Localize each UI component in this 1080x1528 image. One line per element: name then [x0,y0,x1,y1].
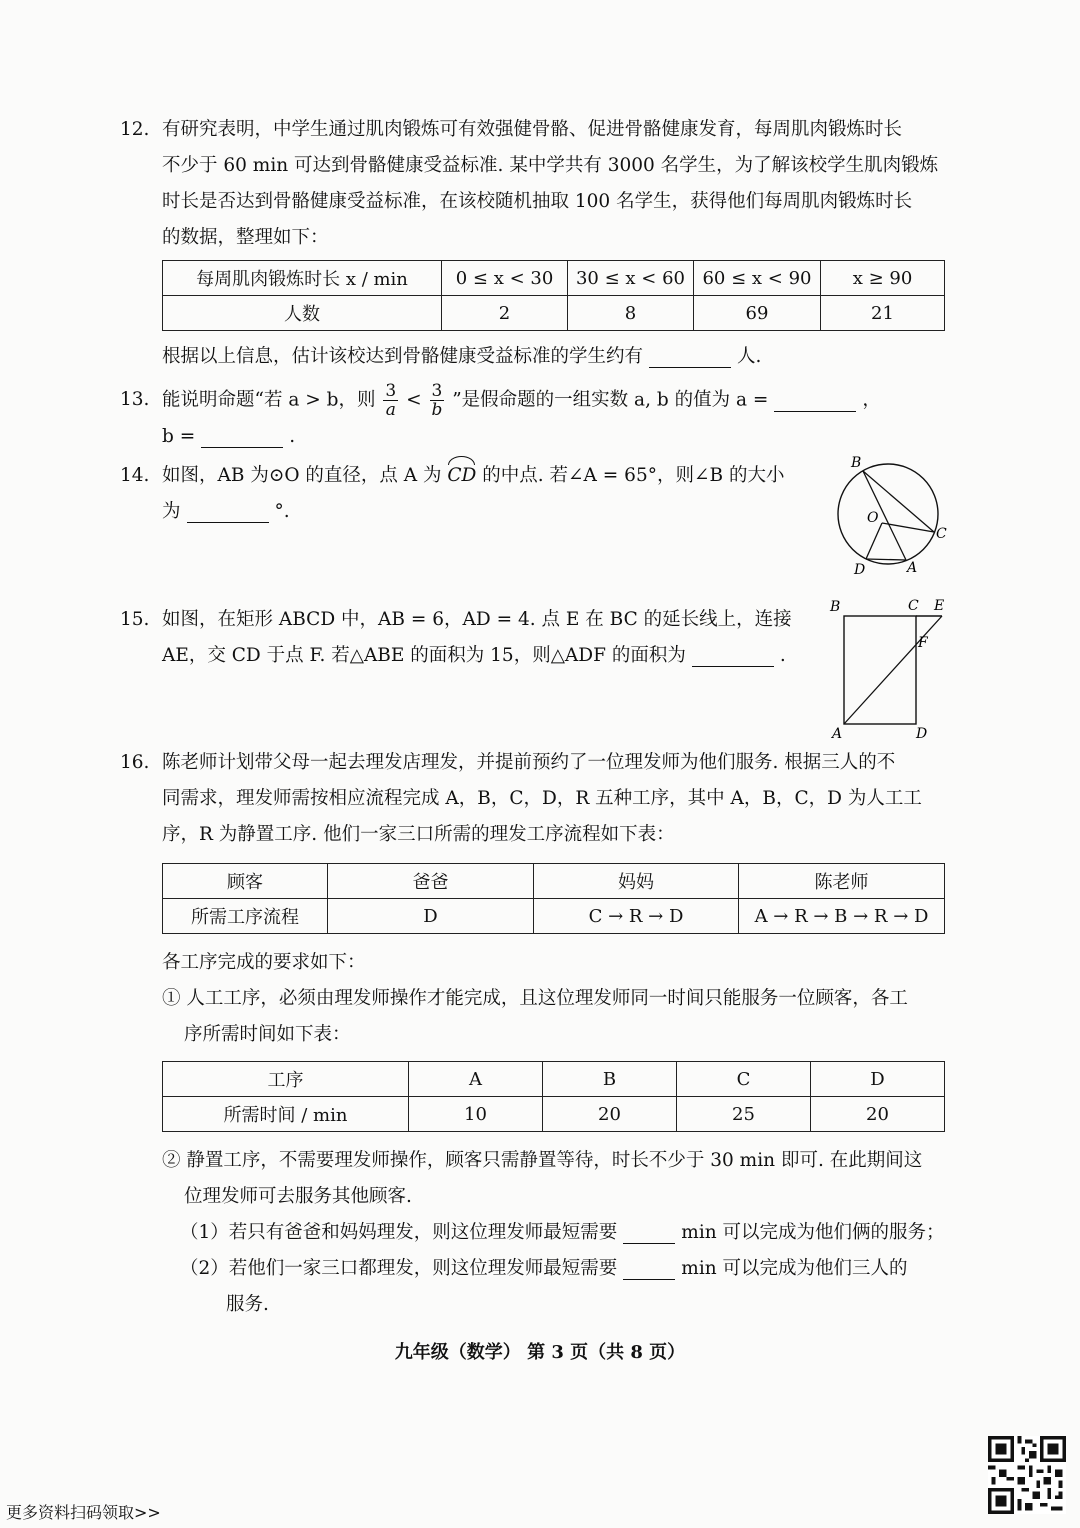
table-header-cell: C [677,1062,811,1097]
label-f: F [918,635,928,651]
table-header-cell: D [811,1062,945,1097]
table-cell: 8 [568,296,694,331]
table-header-cell: 妈妈 [534,864,739,899]
table-header-cell: 0 ≤ x < 30 [442,261,568,296]
table-header-cell: 顾客 [163,864,328,899]
subquestion-2-tail: min 可以完成为他们三人的 [681,1258,908,1279]
q16-process-table [162,863,945,934]
rectangle-abcd [844,616,916,724]
q13-text-2: ”是假命题的一组实数 a, b 的值为 a = [452,389,769,411]
table-cell: 69 [694,296,821,331]
answer-blank [649,347,731,368]
requirements-title: 各工序完成的要求如下： [162,952,366,973]
label-c: C [936,526,947,542]
question-number: 13. [120,389,150,410]
question-number: 16. [120,752,150,773]
label-d: D [854,562,866,578]
table-row [163,1062,945,1097]
numerator: 3 [385,381,397,401]
fraction-3-over-a [383,382,398,419]
table-row [163,1097,945,1132]
denominator: b [431,400,443,420]
arc-cd: CD [447,458,476,494]
denominator: a [385,400,396,420]
fraction-3-over-b [430,382,445,419]
answer-blank [187,502,269,523]
label-c: C [908,598,919,614]
question-number: 14. [120,465,150,486]
q15-line-2: AE，交 CD 于点 F. 若△ABE 的面积为 15，则△ADF 的面积为 [162,645,686,666]
table-header-cell: 工序 [163,1062,409,1097]
table-cell: 10 [409,1097,543,1132]
label-a: A [907,560,918,576]
rectangle-diagram [824,594,954,744]
table-cell: 25 [677,1097,811,1132]
period: . [289,426,296,447]
label-b: B [830,599,841,615]
requirement-1-line-2: 序所需时间如下表： [184,1024,351,1045]
label-o: O [867,510,879,526]
table-cell: 2 [442,296,568,331]
table-cell: D [328,899,534,934]
table-header-cell: 陈老师 [739,864,945,899]
q12-line-4: 的数据，整理如下： [162,227,329,248]
less-than: < [406,389,422,411]
chord-da [866,559,906,560]
comma: ， [862,389,881,411]
label-a: A [832,726,843,742]
table-cell: 20 [811,1097,945,1132]
subquestion-2-line-2: 服务. [226,1294,269,1315]
subquestion-1-tail: min 可以完成为他们俩的服务； [681,1222,945,1243]
answer-blank [774,391,856,412]
answer-blank [623,1259,675,1280]
question-16 [120,745,950,853]
table-cell: 所需时间 / min [163,1097,409,1132]
q16-line-1: 陈老师计划带父母一起去理发店理发，并提前预约了一位理发师为他们服务. 根据三人的不 [162,752,896,773]
segment-ae [844,616,942,724]
q12-table [162,260,945,331]
question-12 [120,112,950,256]
q13-line-2: b = [162,426,196,447]
table-cell: 人数 [163,296,442,331]
numerator: 3 [431,381,443,401]
q12-answer-prefix: 根据以上信息，估计该校达到骨骼健康受益标准的学生约有 [162,346,644,367]
q15-line-1: 如图，在矩形 ABCD 中，AB = 6，AD = 4. 点 E 在 BC 的延长线上，连接 [162,609,792,630]
answer-blank [201,427,283,448]
requirement-2-line-1: ② 静置工序，不需要理发师操作，顾客只需静置等待，时长不少于 30 min 即可. 在此期间这 [162,1150,923,1171]
question-number: 12. [120,119,150,140]
table-cell: 所需工序流程 [163,899,328,934]
promo-text: 更多资料扫码领取>> [6,1503,161,1522]
question-14 [120,458,820,530]
table-row [163,864,945,899]
q13-text-1: 能说明命题“若 a > b，则 [162,389,376,411]
q12-line-1: 有研究表明，中学生通过肌肉锻炼可有效强健骨骼、促进骨骼健康发育，每周肌肉锻炼时长 [162,119,903,140]
q14-line-2a: 为 [162,501,181,522]
requirement-1-line-1: ① 人工工序，必须由理发师操作才能完成，且这位理发师同一时间只能服务一位顾客，各工 [162,988,908,1009]
subquestion-1-text: （1）若只有爸爸和妈妈理发，则这位理发师最短需要 [180,1222,618,1243]
period: . [779,645,786,666]
qr-code[interactable] [988,1436,1066,1514]
q14-text-2: 的中点. 若∠A = 65°，则∠B 的大小 [482,465,785,486]
requirement-2-line-2: 位理发师可去服务其他顾客. [184,1186,412,1207]
q14-text-1: 如图，AB 为⊙O 的直径，点 A 为 [162,465,442,486]
q16-requirements [120,945,950,1053]
label-d: D [916,726,928,742]
table-header-cell: 爸爸 [328,864,534,899]
q16-line-2: 同需求，理发师需按相应流程完成 A，B，C，D，R 五种工序，其中 A，B，C，D 为人工工 [162,788,922,809]
page-footer: 九年级（数学） 第 3 页（共 8 页） [394,1342,686,1363]
answer-blank [623,1223,675,1244]
q16-line-3: 序，R 为静置工序. 他们一家三口所需的理发工序流程如下表： [162,824,675,845]
circle-o [838,464,938,564]
q14-line-2b: °. [274,501,290,522]
table-header-cell: B [543,1062,677,1097]
table-header-cell: x ≥ 90 [821,261,945,296]
label-b: B [851,455,862,471]
segment-od [866,523,882,559]
table-row [163,899,945,934]
table-row [163,261,945,296]
q12-line-3: 时长是否达到骨骼健康受益标准，在该校随机抽取 100 名学生，获得他们每周肌肉锻炼时长 [162,191,913,212]
question-15 [120,602,820,674]
table-header-cell: 每周肌肉锻炼时长 x / min [163,261,442,296]
q12-answer [120,339,950,375]
table-cell: 20 [543,1097,677,1132]
q16-time-table [162,1061,945,1132]
table-header-cell: A [409,1062,543,1097]
label-e: E [934,598,945,614]
q12-line-2: 不少于 60 min 可达到骨骼健康受益标准. 某中学共有 3000 名学生，为了解该校学生肌肉锻炼 [162,155,939,176]
subquestion-2-text: （2）若他们一家三口都理发，则这位理发师最短需要 [180,1258,618,1279]
question-13 [120,382,950,455]
circle-diagram [826,452,956,580]
answer-blank [692,646,774,667]
table-header-cell: 30 ≤ x < 60 [568,261,694,296]
table-cell: 21 [821,296,945,331]
question-number: 15. [120,609,150,630]
table-header-cell: 60 ≤ x < 90 [694,261,821,296]
q12-answer-suffix: 人. [737,346,762,367]
table-cell: C → R → D [534,899,739,934]
table-row [163,296,945,331]
table-cell: A → R → B → R → D [739,899,945,934]
q16-subquestions [120,1143,950,1323]
